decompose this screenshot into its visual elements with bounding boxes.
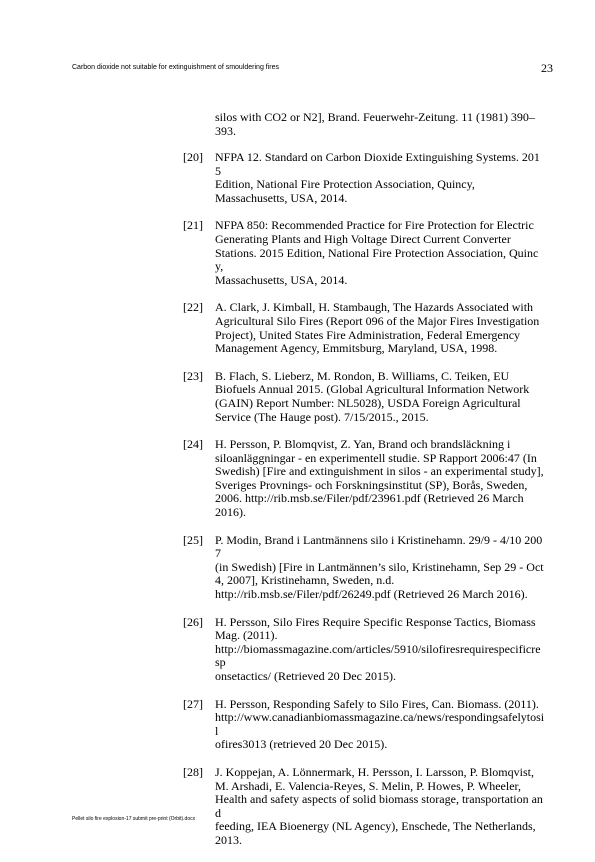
reference-number: [20] bbox=[183, 150, 203, 164]
reference-number: [24] bbox=[183, 437, 203, 452]
reference-line: J. Koppejan, A. Lönnermark, H. Persson, I. Larsson, P. Blomqvist, bbox=[215, 764, 534, 779]
reference-entry bbox=[0, 151, 595, 205]
reference-list bbox=[0, 151, 595, 862]
reference-number: [25] bbox=[183, 532, 203, 547]
reference-text bbox=[215, 616, 545, 684]
reference-line: Stations. 2015 Edition, National Fire Protection Association, Quincy, bbox=[215, 245, 539, 274]
reference-line: Agricultural Silo Fires (Report 096 of the Major Fires Investigation bbox=[215, 313, 540, 328]
reference-text bbox=[215, 151, 545, 205]
reference-line: Generating Plants and High Voltage Direct Current Converter bbox=[215, 231, 511, 246]
reference-text bbox=[215, 698, 545, 752]
reference-entry bbox=[0, 370, 595, 424]
reference-number: [23] bbox=[183, 368, 203, 383]
reference-line: H. Persson, P. Blomqvist, Z. Yan, Brand och brandsläckning i bbox=[215, 437, 511, 452]
reference-text bbox=[215, 766, 545, 848]
reference-text bbox=[215, 219, 545, 287]
reference-line: Project), United States Fire Administration, Federal Emergency bbox=[215, 327, 521, 342]
reference-line: H. Persson, Responding Safely to Silo Fires, Can. Biomass. (2011). bbox=[215, 696, 539, 711]
reference-line: A. Clark, J. Kimball, H. Stambaugh, The Hazards Associated with bbox=[215, 300, 534, 315]
reference-line: Service (The Hauge post). 7/15/2015., 2015. bbox=[215, 409, 429, 424]
reference-line: 393. bbox=[215, 123, 236, 138]
reference-line: Edition, National Fire Protection Association, Quincy, bbox=[215, 177, 475, 192]
reference-line: onsetactics/ (Retrieved 20 Dec 2015). bbox=[215, 669, 396, 683]
reference-line: P. Modin, Brand i Lantmännens silo i Kristinehamn. 29/9 - 4/10 2007 bbox=[215, 532, 543, 561]
reference-number: [22] bbox=[183, 300, 203, 315]
reference-line: 2006. http://rib.msb.se/Filer/pdf/23961.pdf (Retrieved 26 March bbox=[215, 491, 524, 506]
reference-line: siloanläggningar - en experimentell studie. SP Rapport 2006:47 (In bbox=[215, 450, 537, 465]
reference-number: [21] bbox=[183, 218, 203, 233]
continued-reference bbox=[215, 111, 545, 138]
reference-line: NFPA 12. Standard on Carbon Dioxide Extinguishing Systems. 2015 bbox=[215, 150, 540, 178]
reference-number: [28] bbox=[183, 764, 203, 779]
page-number: 23 bbox=[541, 61, 553, 75]
reference-entry bbox=[0, 616, 595, 684]
reference-line: feeding, IEA Bioenergy (NL Agency), Enschede, The Netherlands, bbox=[215, 819, 536, 834]
reference-entry bbox=[0, 698, 595, 752]
reference-line: M. Arshadi, E. Valencia-Reyes, S. Melin, P. Howes, P. Wheeler, bbox=[215, 778, 522, 793]
reference-line: (GAIN) Report Number: NL5028), USDA Foreign Agricultural bbox=[215, 395, 521, 410]
running-header: Carbon dioxide not suitable for extinguishment of smouldering fires bbox=[72, 64, 280, 71]
reference-entry bbox=[0, 766, 595, 848]
reference-number: [26] bbox=[183, 614, 203, 629]
reference-entry bbox=[0, 219, 595, 287]
reference-line: NFPA 850: Recommended Practice for Fire Protection for Electric bbox=[215, 218, 534, 233]
reference-line: 4, 2007], Kristinehamn, Sweden, n.d. bbox=[215, 573, 395, 588]
reference-line: http://rib.msb.se/Filer/pdf/26249.pdf (Retrieved 26 March 2016). bbox=[215, 587, 528, 602]
reference-text bbox=[215, 438, 545, 520]
reference-text bbox=[215, 301, 545, 355]
reference-line: Biofuels Annual 2015. (Global Agricultural Information Network bbox=[215, 382, 530, 397]
reference-entry bbox=[0, 534, 595, 602]
reference-line: (in Swedish) [Fire in Lantmännen’s silo, Kristinehamn, Sep 29 - Oct bbox=[215, 559, 544, 574]
reference-line: Mag. (2011). bbox=[215, 628, 278, 643]
footer-filename: Pellet silo fire explosion-17 submit pre-print (Orbit).docx bbox=[72, 816, 196, 822]
reference-text bbox=[215, 370, 545, 424]
reference-line: Sveriges Provnings- och Forskningsinstitut (SP), Borås, Sweden, bbox=[215, 477, 528, 492]
reference-line: http://www.canadianbiomassmagazine.ca/news/respondingsafelytosil bbox=[215, 710, 545, 738]
reference-line: Swedish) [Fire and extinguishment in silos - an experimental study], bbox=[215, 464, 544, 479]
reference-entry bbox=[0, 438, 595, 520]
reference-number: [27] bbox=[183, 696, 203, 711]
reference-entry bbox=[0, 301, 595, 355]
reference-line: Massachusetts, USA, 2014. bbox=[215, 190, 348, 205]
reference-line: 2016). bbox=[215, 505, 246, 520]
reference-line: Health and safety aspects of solid biomass storage, transportation and bbox=[215, 792, 543, 820]
reference-line: 2013. bbox=[215, 832, 242, 847]
reference-text bbox=[215, 534, 545, 602]
reference-line: H. Persson, Silo Fires Require Specific Response Tactics, Biomass bbox=[215, 614, 536, 629]
reference-line: Management Agency, Emmitsburg, Maryland, USA, 1998. bbox=[215, 341, 498, 356]
reference-line: silos with CO2 or N2], Brand. Feuerwehr-Zeitung. 11 (1981) 390– bbox=[215, 110, 535, 124]
reference-line: ofires3013 (retrieved 20 Dec 2015). bbox=[215, 737, 388, 752]
reference-line: http://biomassmagazine.com/articles/5910/silofiresrequirespecificresp bbox=[215, 641, 541, 670]
reference-line: B. Flach, S. Lieberz, M. Rondon, B. Williams, C. Teiken, EU bbox=[215, 368, 510, 383]
reference-line: Massachusetts, USA, 2014. bbox=[215, 272, 348, 287]
